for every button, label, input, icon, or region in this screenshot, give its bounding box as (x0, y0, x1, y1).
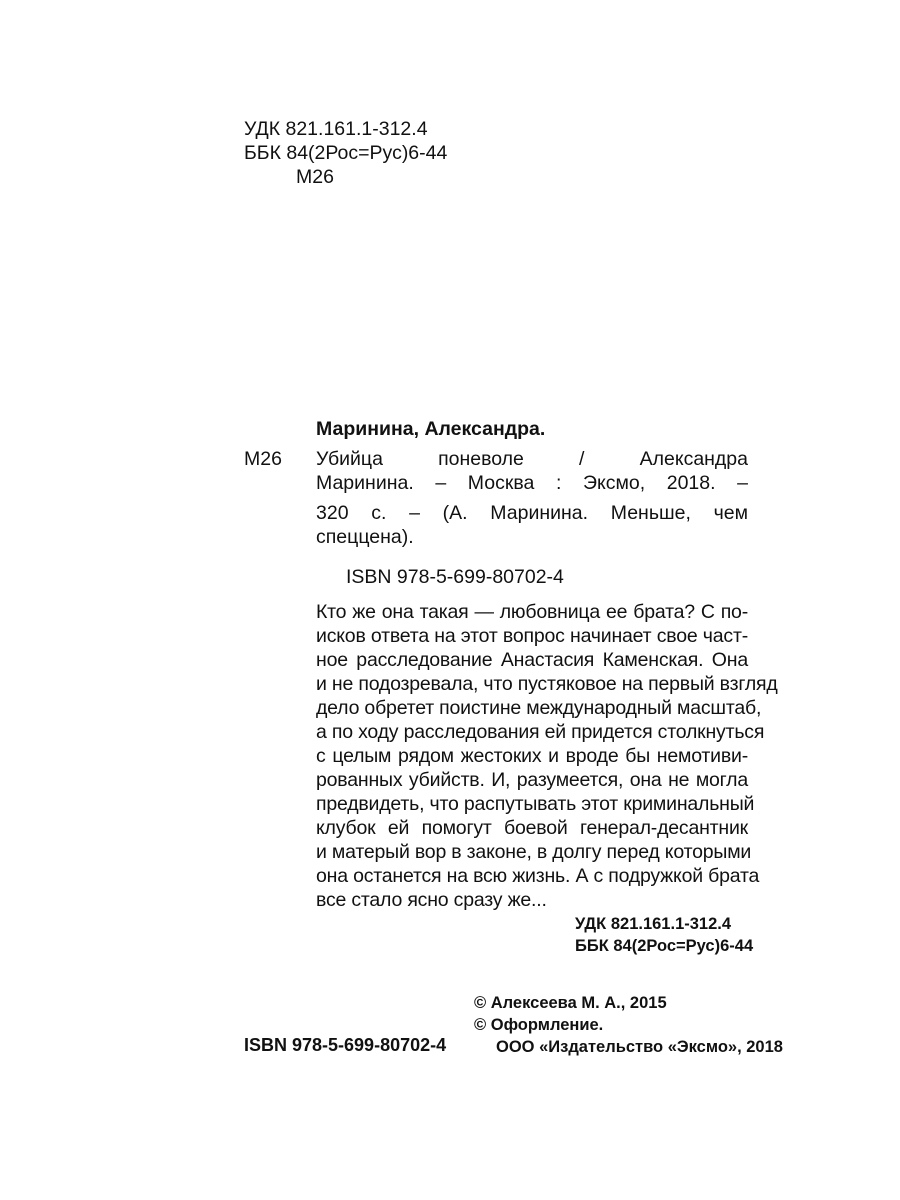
annotation-line: она останется на всю жизнь. А с подружкой брата (316, 865, 760, 887)
annotation-line: Кто же она такая — любовница ее брата? С по- (316, 601, 748, 623)
annotation-line: дело обретет поистине международный масштаб, (316, 697, 762, 719)
catalog-isbn: ISBN 978-5-699-80702-4 (346, 566, 564, 588)
annotation-line: исков ответа на этот вопрос начинает свое част- (316, 625, 748, 647)
annotation-line: и не подозревала, что пустяковое на первый взгляд (316, 673, 778, 695)
copyright-design-holder: ООО «Издательство «Эксмо», 2018 (496, 1038, 783, 1056)
annotation-line: и матерый вор в законе, в долгу перед которыми (316, 841, 752, 863)
annotation-line: предвидеть, что распутывать этот криминальный (316, 793, 755, 815)
footer-isbn: ISBN 978-5-699-80702-4 (244, 1035, 447, 1055)
bbk-code: ББК 84(2Рос=Рус)6-44 (244, 142, 448, 164)
author-mark-top: М26 (296, 166, 334, 188)
copyright-design-label: © Оформление. (474, 1016, 604, 1034)
copyright-author: © Алексеева М. А., 2015 (474, 994, 667, 1012)
author-heading: Маринина, Александра. (316, 418, 546, 440)
udk-code-bottom: УДК 821.161.1-312.4 (575, 915, 732, 933)
description-line: Маринина. – Москва : Эксмо, 2018. – (316, 472, 748, 494)
annotation-line: все стало ясно сразу же... (316, 889, 547, 911)
description-line: 320 с. – (А. Маринина. Меньше, чем (316, 502, 748, 524)
annotation-line: с целым рядом жестоких и вроде бы немотиви- (316, 745, 748, 767)
bbk-code-bottom: ББК 84(2Рос=Рус)6-44 (575, 937, 754, 955)
description-line: спеццена). (316, 526, 414, 548)
annotation-line: рованных убийств. И, разумеется, она не могла (316, 769, 748, 791)
annotation-line: ное расследование Анастасия Каменская. Она (316, 649, 748, 671)
annotation-line: клубок ей помогут боевой генерал-десантник (316, 817, 748, 839)
author-mark-catalog: М26 (244, 448, 282, 470)
udk-code: УДК 821.161.1-312.4 (244, 118, 428, 140)
annotation-line: а по ходу расследования ей придется столкнуться (316, 721, 765, 743)
description-line: Убийца поневоле / Александра (316, 448, 748, 470)
